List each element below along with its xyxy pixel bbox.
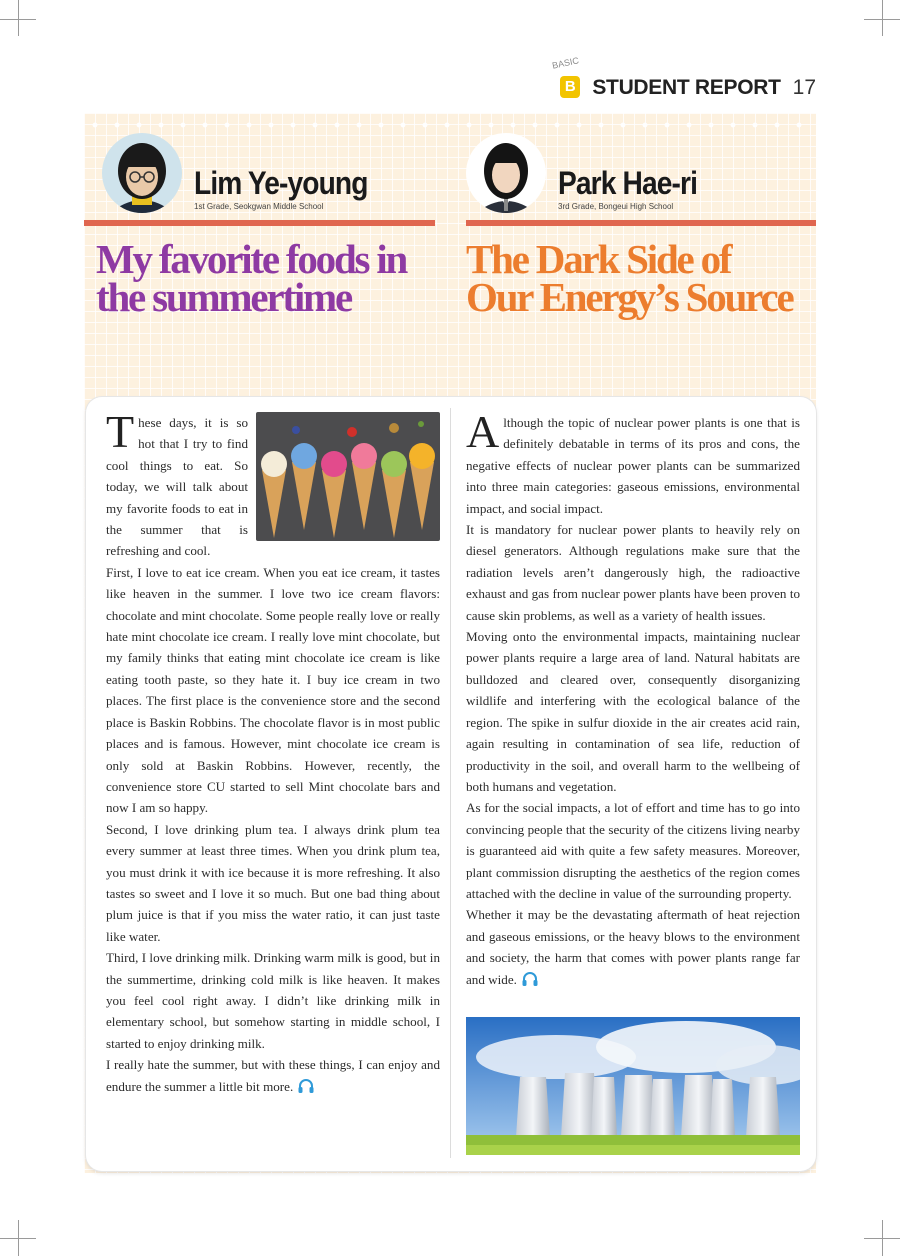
paragraph: First, I love to eat ice cream. When you eat ice cream, it tastes like heaven in the summer. I love two ice cream flavors: chocolate and mint chocolate. Some people really love or really hate mint chocolate ice cream. I really love mint chocolate, but my family thinks that eating mint chocolate ice cream is like eating tooth paste, so they hate it. I buy ice cream in two places. The first place is the convenience store and the second place is Baskin Robbins. The chocolate flavor is in most public places and is famous. However, mint chocolate ice cream is only sold at Baskin Robbins. However, recently, the convenience store CU started to sell Mint chocolate bars and now I am so happy. (106, 564, 440, 816)
badge-letter: B (560, 76, 580, 98)
decorative-dots (84, 118, 816, 132)
section-rule (466, 220, 816, 226)
paragraph: Although the topic of nuclear power plants is one that is definitely debatable in terms of its pros and cons, the negative effects of nuclear power plants can be summarized into three main categories: gaseous emissions, environmental impact, and social impact. (466, 406, 800, 516)
author-name: Park Hae-ri (558, 165, 698, 201)
crop-mark (18, 1220, 19, 1256)
author-school: 3rd Grade, Bongeui High School (558, 202, 674, 211)
page-number: 17 (792, 76, 816, 99)
column-divider (450, 408, 451, 1158)
paragraph: These days, it is so hot that I try to find cool things to eat. So today, we will talk about my favorite foods to eat in the summer that is refreshing and cool. (106, 406, 248, 559)
article-headline-left: My favorite foods in the summertime (96, 236, 407, 320)
author-right (466, 133, 806, 215)
crop-mark (18, 0, 19, 36)
paragraph: Whether it may be the devastating aftermath of heat rejection and gaseous emissions, or the heavy blows to the environment and society, the harm that comes with power plants range far and wide. (466, 904, 800, 993)
basic-badge-icon (551, 55, 584, 100)
article-body-left (106, 406, 440, 1100)
article-body-right (466, 406, 800, 993)
paragraph: Third, I love drinking milk. Drinking warm milk is good, but in the summertime, drinking cold milk is like heaven. It makes you feel cool right away. I didn’t like drinking milk in elementary school, but somehow starting in middle school, I started to enjoy drinking milk. (106, 950, 440, 1051)
section-rule (84, 220, 435, 226)
article-headline-right: The Dark Side of Our Energy’s Source (466, 236, 793, 320)
headphones-icon (297, 1078, 315, 1100)
report-header (551, 55, 816, 100)
avatar (102, 133, 182, 213)
headphones-icon (521, 971, 539, 993)
author-school: 1st Grade, Seokgwan Middle School (194, 202, 324, 211)
crop-mark (882, 1220, 883, 1256)
crop-mark (882, 0, 883, 36)
author-name: Lim Ye-young (194, 165, 368, 201)
drop-cap: A (466, 406, 500, 457)
author-left (102, 133, 442, 215)
paragraph: I really hate the summer, but with these things, I can enjoy and endure the summer a little bit more. (106, 1054, 440, 1100)
avatar (466, 133, 546, 213)
paragraph: It is mandatory for nuclear power plants to heavily rely on diesel generators. Although regulations make sure that the radiation levels aren’t dangerously high, the radioactive exhaust and gas from nuclear power plants have been proven to cause skin problems, as well as a variety of health issues. (466, 522, 800, 623)
drop-cap: T (106, 406, 135, 457)
paragraph: As for the social impacts, a lot of effort and time has to go into convincing people that the security of the citizens living nearby is guaranteed aid with quite a few safety measures. Moreover, plant commission disrupting the aesthetics of the region comes attached with the decline in value of the surrounding property. (466, 800, 800, 901)
paragraph: Moving onto the environmental impacts, maintaining nuclear power plants require a large area of land. Natural habitats are bulldozed and cleared over, consequently disorganizing wildlife and interfering with the ecological balance of the region. The spike in sulfur dioxide in the air creates acid rain, again resulting in contamination of sea life, reduction of productivity in the soil, and overall harm to the wellbeing of both humans and vegetation. (466, 629, 800, 794)
ice-cream-image (256, 412, 440, 541)
badge-label: BASIC (551, 55, 581, 71)
report-title: STUDENT REPORT (592, 76, 781, 99)
paragraph: Second, I love drinking plum tea. I always drink plum tea every summer at least three times. When you drink plum tea, you must drink it with ice because it is more refreshing. It also tastes so sweet and I love it so much. But one bad thing about plum juice is that if you miss the water ratio, it can just taste like water. (106, 821, 440, 944)
power-plant-image (466, 1017, 800, 1155)
